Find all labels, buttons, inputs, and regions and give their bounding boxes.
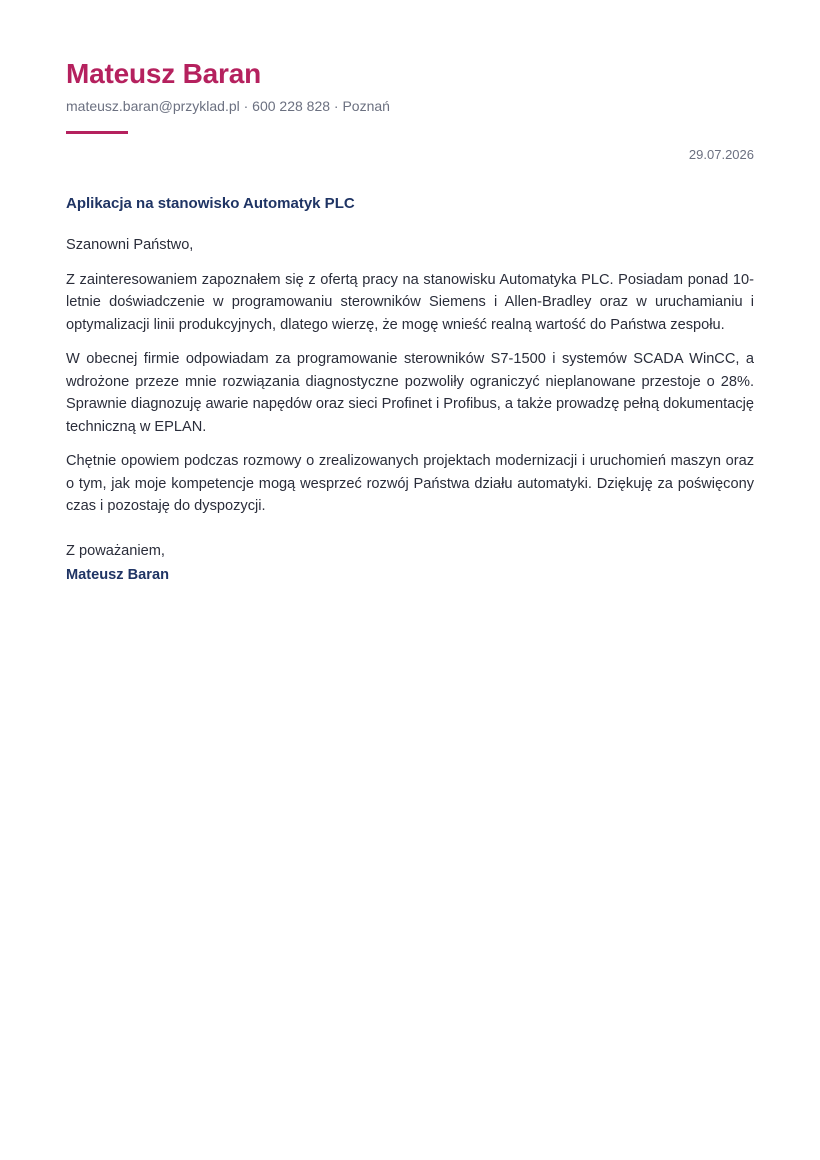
accent-divider [66, 131, 128, 134]
letter-paragraph: Z zainteresowaniem zapoznałem się z ofertą pracy na stanowisku Automatyka PLC. Posiadam ponad 10-letnie doświadczenie w programowaniu sterowników Siemens i Allen-Bradley oraz w uruchamianiu i optymalizacji linii produkcyjnych, dlatego wierzę, że mogę wnieść realną wartość do Państwa zespołu. [66, 271, 754, 333]
letter-date: 29.07.2026 [688, 147, 754, 162]
sender-name: Mateusz Baran [66, 58, 262, 89]
letter-greeting: Szanowni Państwo, [66, 237, 194, 253]
letter-paragraph: W obecnej firmie odpowiadam za programowanie sterowników S7-1500 i systemów SCADA WinCC, a wdrożone przeze mnie rozwiązania diagnostyczne pozwoliły ograniczyć nieplanowane przestoje o 28%. Sprawnie diagnozuję awarie napędów oraz sieci Profinet i Profibus, a także prowadzę pełną dokumentację techniczną w EPLAN. [66, 351, 754, 435]
letter-body [66, 234, 754, 530]
letter-subject: Aplikacja na stanowisko Automatyk PLC [66, 195, 355, 212]
sender-contact: mateusz.baran@przyklad.pl · 600 228 828 · Poznań [66, 98, 390, 114]
letter-paragraph: Chętnie opowiem podczas rozmowy o zrealizowanych projektach modernizacji i uruchomień maszyn oraz o tym, jak moje kompetencje mogą wesprzeć rozwój Państwa działu automatyki. Dziękuję za poświęcony czas i pozostaję do dyspozycji. [66, 453, 754, 514]
letter-closing: Z poważaniem, [66, 543, 165, 559]
letter-signature: Mateusz Baran [66, 567, 169, 583]
